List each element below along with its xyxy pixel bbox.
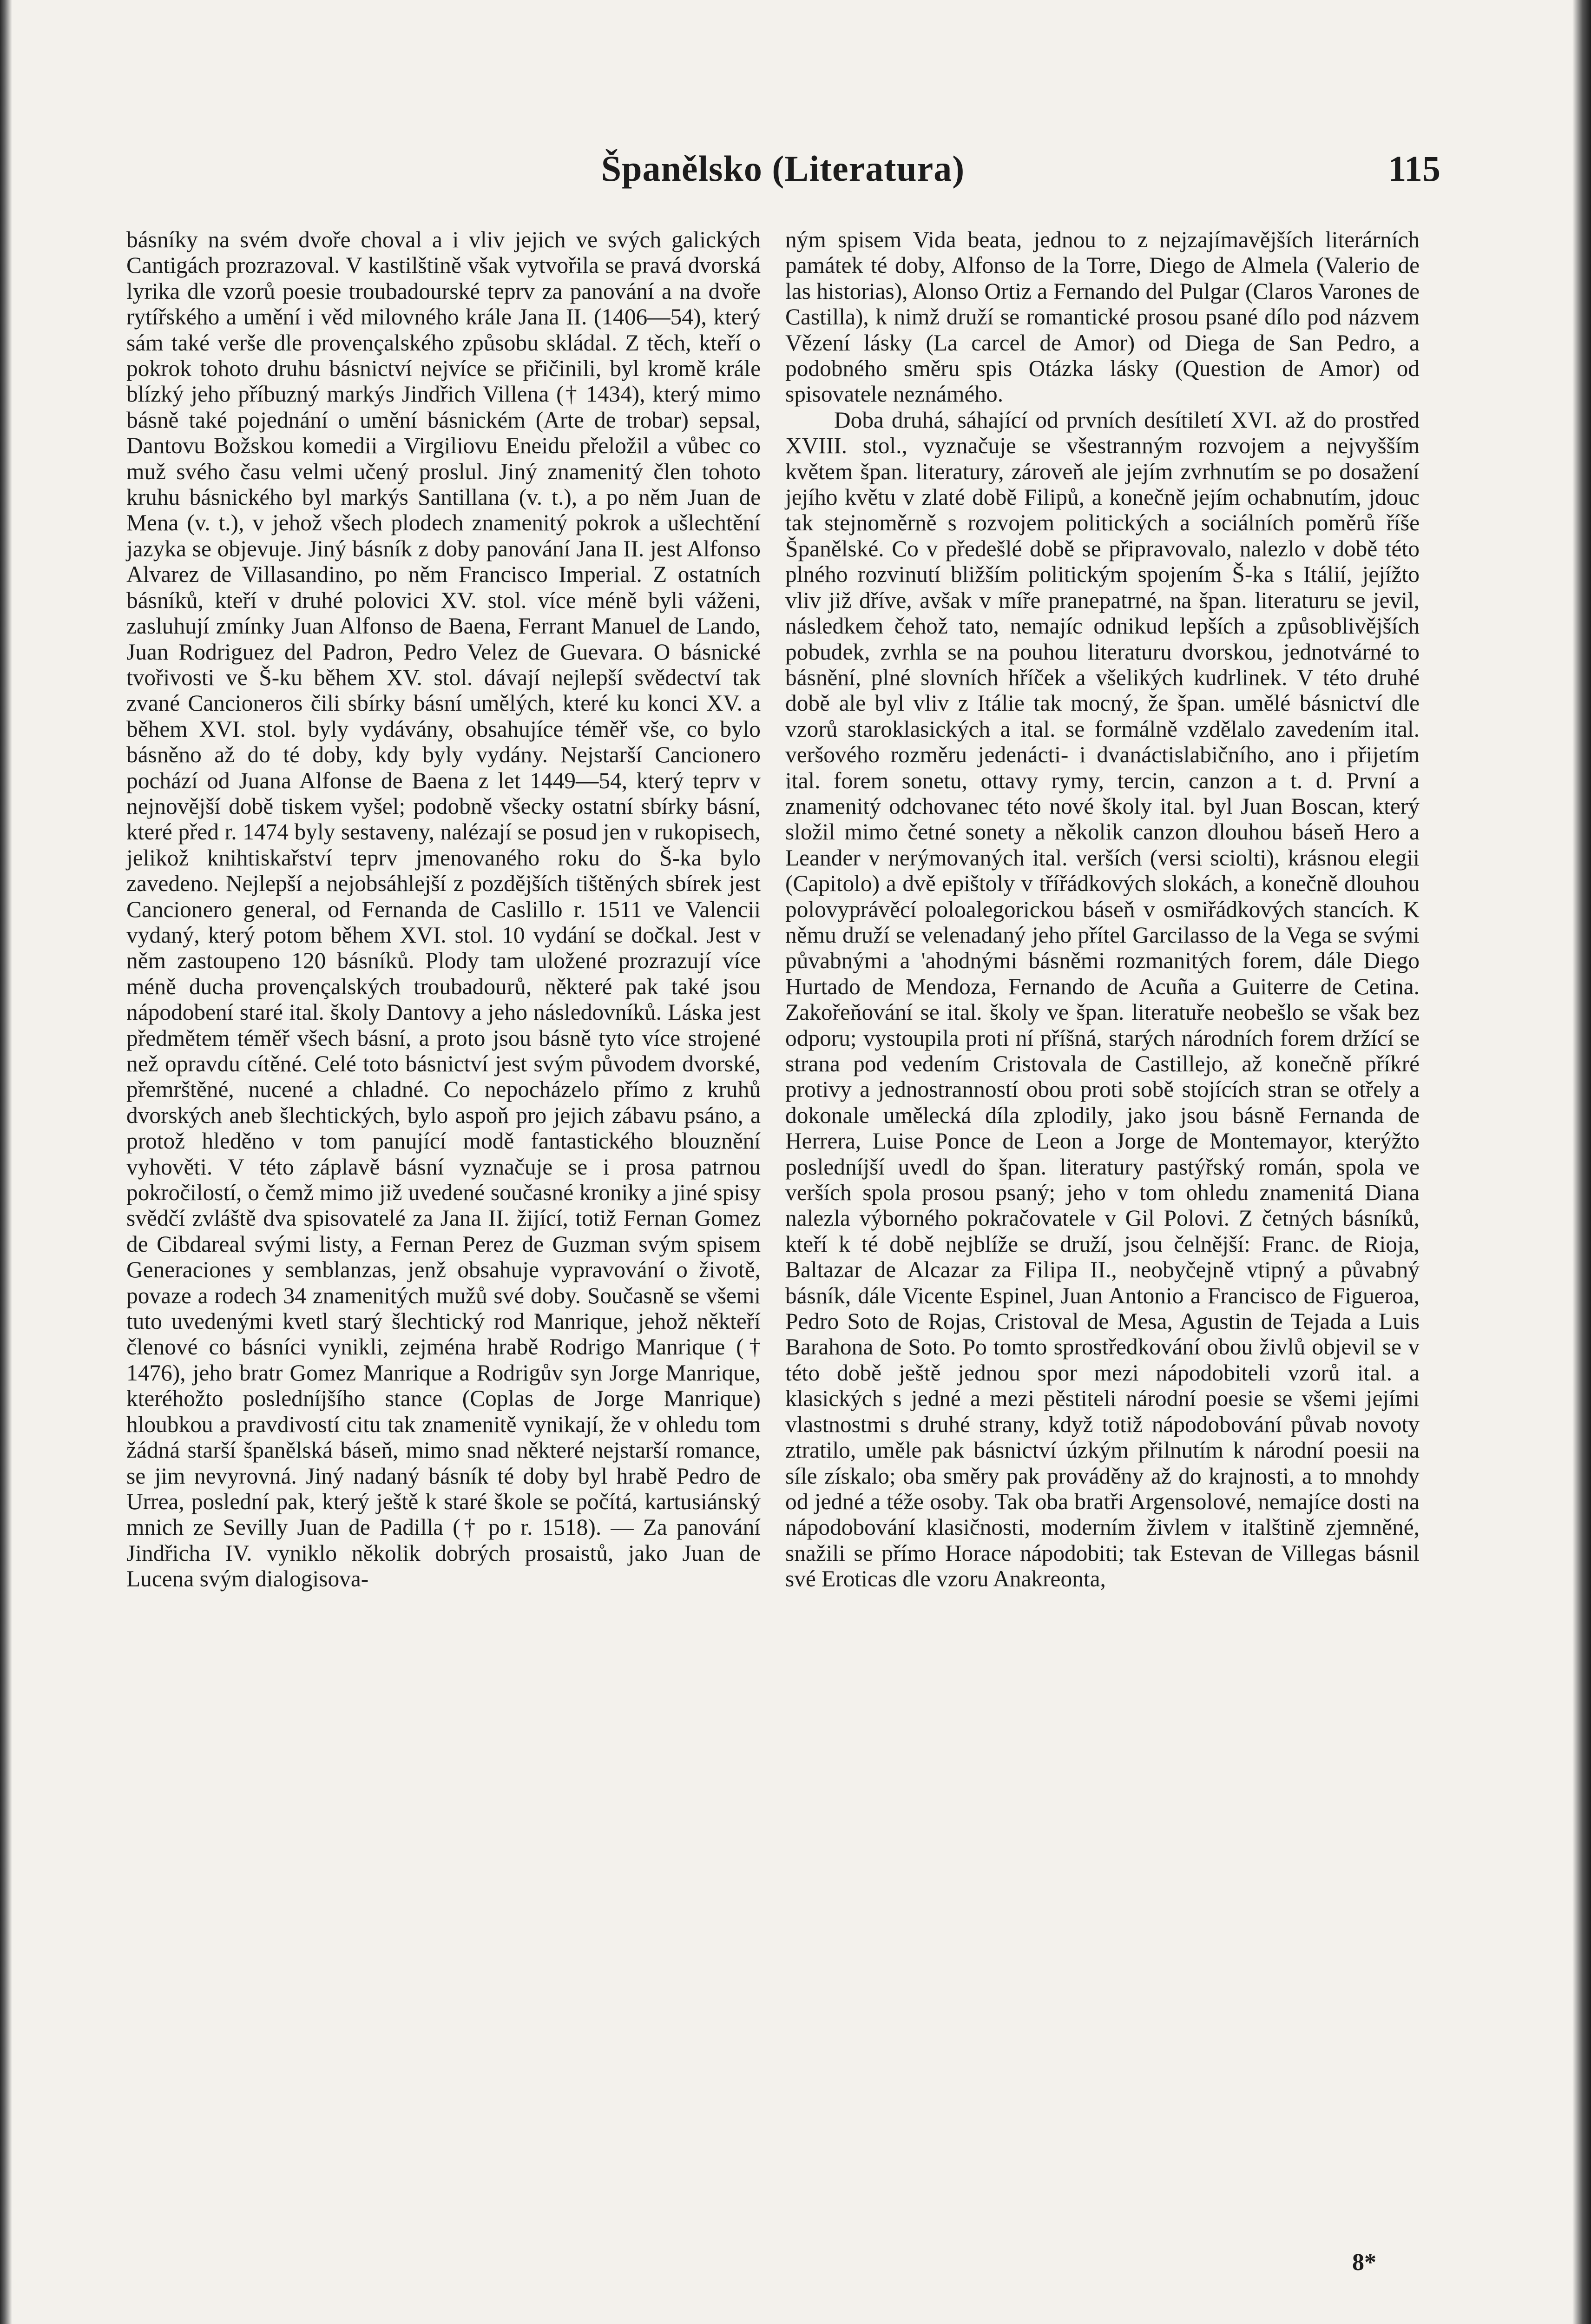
scan-edge-right	[1572, 0, 1591, 2324]
left-column	[126, 227, 761, 1592]
right-paragraph-2: Doba druhá, sáhající od prvních desítiletí XVI. až do prostřed XVIII. stol., vyznačuje se všestranným rozvojem a nejvyšším květem špan. literatury, zároveň ale jejím zvrhnutím se po dosažení jejího květu v zlaté době Filipů, a konečně jejím ochabnutím, jdouc tak stejnoměrně s rozvojem politických a sociálních poměrů říše Španělské. Co v předešlé době se připravovalo, nalezlo v době této plného rozvinutí bližším politickým spojením Š-ka s Itálií, jejížto vliv již dříve, avšak v míře pranepatrné, na špan. literaturu se jevil, následkem čehož tato, nemajíc odnikud lepších a způsoblivějších pobudek, zvrhla se na pouhou literaturu dvorskou, jednotvárné to básnění, plné slovních hříček a všelikých kudrlinek. V této druhé době ale byl vliv z Itálie tak mocný, že špan. umělé básnictví dle vzorů staroklasických a ital. se formálně vzdělalo zavedením ital. veršového rozměru jedenácti- i dvanáctislabičního, ano i přijetím ital. forem sonetu, ottavy rymy, tercin, canzon a t. d. První a znamenitý odchovanec této nové školy ital. byl Juan Boscan, který složil mimo četné sonety a několik canzon dlouhou báseň Hero a Leander v nerýmovaných ital. verších (versi sciolti), krásnou elegii (Capitolo) a dvě epištoly v třířádkových slokách, a konečně dlouhou polovyprávěcí poloalegorickou báseň v osmiřádkových stancích. K němu druží se velenadaný jeho přítel Garcilasso de la Vega se svými půvabnými a 'ahodnými básněmi rozmanitých forem, dále Diego Hurtado de Mendoza, Fernando de Acuña a Guiterre de Cetina. Zakořeňování se ital. školy ve špan. literatuře neobešlo se však bez odporu; vystoupila proti ní příšná, starých národních forem držící se strana pod vedením Cristovala de Castillejo, až konečně příkré protivy a jednostranností obou proti sobě stojících stran se otřely a dokonale umělecká díla zplodily, jako jsou básně Fernanda de Herrera, Luise Ponce de Leon a Jorge de Montemayor, kterýžto posledníjší uvedl do špan. literatury pastýřský román, spola ve verších spola prosou psaný; jeho v tom ohledu znamenitá Diana nalezla výborného pokračovatele v Gil Polovi. Z četných básníků, kteří k té době nejblíže se druží, jsou čelnější: Franc. de Rioja, Baltazar de Alcazar za Filipa II., neobyčejně vtipný a půvabný básník, dále Vicente Espinel, Juan Antonio a Francisco de Figueroa, Pedro Soto de Rojas, Cristoval de Mesa, Agustin de Tejada a Luis Barahona de Soto. Po tomto sprostředkování obou živlů objevil se v této době ještě jednou spor mezi nápodobiteli vzorů ital. a klasických s jedné a mezi pěstiteli národní poesie se všemi jejími vlastnostmi s druhé strany, když totiž nápodobování půvab novoty ztratilo, uměle pak básnictví úzkým přilnutím k národní poesii na síle získalo; oba směry pak prováděny až do krajnosti, a to mnohdy od jedné a téže osoby. Tak oba bratři Argensolové, nemajíce dosti na nápodobování klasičnosti, moderním živlem v italštině zjemněné, snažili se přímo Horace nápodobiti; tak Estevan de Villegas básnil své Eroticas dle vzoru Anakreonta,	[785, 407, 1420, 1592]
page-number: 115	[1388, 148, 1440, 189]
right-column	[785, 227, 1420, 1592]
running-title: Španělsko (Literatura)	[601, 148, 965, 189]
left-paragraph-1: básníky na svém dvoře choval a i vliv jejich ve svých galických Cantigách prozrazoval. V kastilštině však vytvořila se pravá dvorská lyrika dle vzorů poesie troubadourské teprv za panování a na dvoře rytířského a umění i věd milovného krále Jana II. (1406—54), který sám také verše dle provençalského způsobu skládal. Z těch, kteří o pokrok tohoto druhu básnictví nejvíce se přičinili, byl kromě krále blízký jeho příbuzný markýs Jindřich Villena († 1434), který mimo básně také pojednání o umění básnickém (Arte de trobar) sepsal, Dantovu Božskou komedii a Virgiliovu Eneidu přeložil a vůbec co muž svého času velmi učený proslul. Jiný znamenitý člen tohoto kruhu básnického byl markýs Santillana (v. t.), a po něm Juan de Mena (v. t.), v jehož všech plodech znamenitý pokrok a ušlechtění jazyka se objevuje. Jiný básník z doby panování Jana II. jest Alfonso Alvarez de Villasandino, po něm Francisco Imperial. Z ostatních básníků, kteří v druhé polovici XV. stol. více méně byli váženi, zasluhují zmínky Juan Alfonso de Baena, Ferrant Manuel de Lando, Juan Rodriguez del Padron, Pedro Velez de Guevara. O básnické tvořivosti ve Š-ku během XV. stol. dávají nejlepší svědectví tak zvané Cancioneros čili sbírky básní umělých, které ku konci XV. a během XVI. stol. byly vydávány, obsahujíce téměř vše, co bylo básněno až do té doby, kdy byly vydány. Nejstarší Cancionero pochází od Juana Alfonse de Baena z let 1449—54, který teprv v nejnovější době tiskem vyšel; podobně všecky ostatní sbírky básní, které před r. 1474 byly sestaveny, nalézají se posud jen v rukopisech, jelikož knihtiskařství teprv jmenovaného roku do Š-ka bylo zavedeno. Nejlepší a nejobsáhlejší z pozdějších tištěných sbírek jest Cancionero general, od Fernanda de Caslillo r. 1511 ve Valencii vydaný, který potom během XVI. stol. 10 vydání se dočkal. Jest v něm zastoupeno 120 básníků. Plody tam uložené prozrazují více méně ducha provençalských troubadourů, některé pak také jsou nápodobení staré ital. školy Dantovy a jeho následovníků. Láska jest předmětem téměř všech básní, a proto jsou básně tyto více strojené než opravdu cítěné. Celé toto básnictví jest svým původem dvorské, přemrštěné, nucené a chladné. Co nepocházelo přímo z kruhů dvorských aneb šlechtických, bylo aspoň pro jejich zábavu psáno, a protož hleděno v tom panující modě fantastického blouznění vyhověti. V této záplavě básní vyznačuje se i prosa patrnou pokročilostí, o čemž mimo již uvedené současné kroniky a jiné spisy svědčí zvláště dva spisovatelé za Jana II. žijící, totiž Fernan Gomez de Cibdareal svými listy, a Fernan Perez de Guzman svým spisem Generaciones y semblanzas, jenž obsahuje vypravování o životě, povaze a rodech 34 znamenitých mužů své doby. Současně se všemi tuto uvedenými kvetl starý šlechtický rod Manrique, jehož někteří členové co básníci vynikli, zejména hrabě Rodrigo Manrique († 1476), jeho bratr Gomez Manrique a Rodrigův syn Jorge Manrique, kteréhožto posledníjšího stance (Coplas de Jorge Manrique) hloubkou a pravdivostí citu tak znamenitě vynikají, že v ohledu tom žádná starší španělská báseň, mimo snad některé nejstarší romance, se jim nevyrovná. Jiný nadaný básník té doby byl hrabě Pedro de Urrea, poslední pak, který ještě k staré škole se počítá, kartusiánský mnich ze Sevilly Juan de Padilla († po r. 1518). — Za panování Jindřicha IV. vyniklo několik dobrých prosaistů, jako Juan de Lucena svým dialogisova-	[126, 227, 761, 1592]
signature-mark: 8*	[1352, 2249, 1376, 2276]
scan-edge-left	[0, 0, 12, 2324]
page-header	[125, 148, 1440, 199]
right-paragraph-1: ným spisem Vida beata, jednou to z nejzajímavějších literárních památek té doby, Alfonso de la Torre, Diego de Almela (Valerio de las historias), Alonso Ortiz a Fernando del Pulgar (Claros Varones de Castilla), k nimž druží se romantické prosou psané dílo pod názvem Vězení lásky (La carcel de Amor) od Diega de San Pedro, a podobného směru spis Otázka lásky (Question de Amor) od spisovatele neznámého.	[785, 227, 1420, 407]
